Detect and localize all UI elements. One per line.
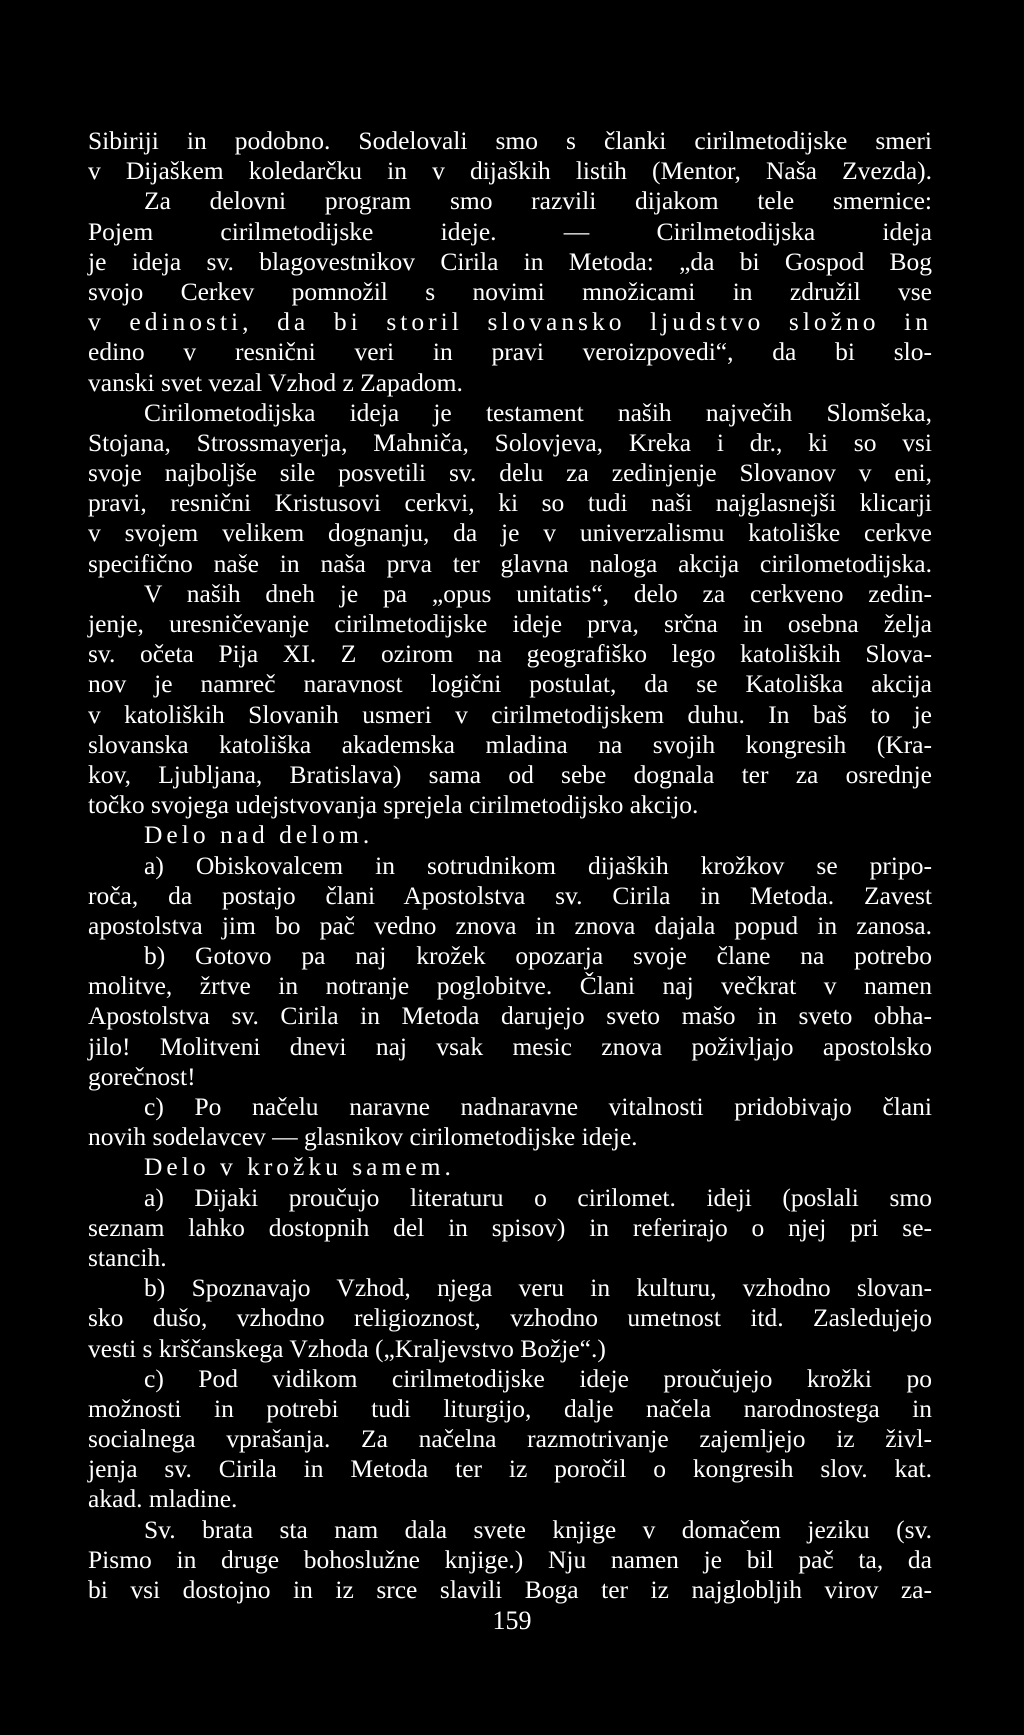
text-line: svoje najboljše sile posvetili sv. delu za zedinjenje Slovanov v eni, — [88, 458, 932, 488]
text-line: v svojem velikem dognanju, da je v univerzalismu katoliške cerkve — [88, 518, 932, 548]
text-line: seznam lahko dostopnih del in spisov) in referirajo o njej pri se- — [88, 1212, 932, 1242]
text-line: gorečnost! — [88, 1061, 196, 1091]
text-line: stancih. — [88, 1242, 167, 1272]
text-line: bi vsi dostojno in iz srce slavili Boga ter iz najglobljih virov za- — [88, 1575, 932, 1604]
page-number: 159 — [492, 1606, 532, 1635]
text-line: molitve, žrtve in notranje poglobitve. Člani naj večkrat v namen — [88, 971, 932, 1001]
text-line: vanski svet vezal Vzhod z Zapadom. — [88, 367, 463, 397]
text-line: Sv. brata sta nam dala svete knjige v domačem jeziku (sv. — [144, 1514, 932, 1544]
text-line: Pismo in druge bohoslužne knjige.) Nju namen je bil pač ta, da — [88, 1544, 932, 1574]
text-line: sko dušo, vzhodno religioznost, vzhodno umetnost itd. Zasledujejo — [88, 1303, 932, 1333]
document-body — [88, 126, 932, 1605]
text-line: slovanska katoliška akademska mladina na svojih kongresih (Kra- — [88, 729, 932, 759]
text-line: jilo! Molitveni dnevi naj vsak mesic znova poživljajo apostolsko — [88, 1031, 932, 1061]
text-line: v katoliških Slovanih usmeri v cirilmetodijskem duhu. In baš to je — [88, 699, 932, 729]
text-line: sv. očeta Pija XI. Z ozirom na geografiško lego katoliških Slova- — [88, 639, 932, 669]
text-line: Delo v krožku samem. — [144, 1152, 455, 1182]
text-line: Pojem cirilmetodijske ideje. — Cirilmetodijska ideja — [88, 216, 932, 246]
text-line: socialnega vprašanja. Za načelna razmotrivanje zajemljejo iz živl- — [88, 1424, 932, 1454]
text-line: vesti s krščanskega Vzhoda („Kraljevstvo Božje“.) — [88, 1333, 606, 1363]
text-line: nov je namreč naravnost logični postulat, da se Katoliška akcija — [88, 669, 932, 699]
text-line: Stojana, Strossmayerja, Mahniča, Solovjeva, Kreka i dr., ki so vsi — [88, 427, 932, 457]
text-line: V naših dneh je pa „opus unitatis“, delo za cerkveno zedin- — [144, 578, 932, 608]
text-line: pravi, resnični Kristusovi cerkvi, ki so tudi naši najglasnejši klicarji — [88, 488, 932, 518]
text-line: svojo Cerkev pomnožil s novimi množicami in združil vse — [88, 276, 932, 306]
text-line: edino v resnični veri in pravi veroizpovedi“, da bi slo- — [88, 337, 932, 367]
text-line: novih sodelavcev — glasnikov cirilometodijske ideje. — [88, 1122, 638, 1152]
text-line: roča, da postajo člani Apostolstva sv. Cirila in Metoda. Zavest — [88, 880, 932, 910]
text-line: Delo nad delom. — [144, 820, 374, 850]
text-line: b) Gotovo pa naj krožek opozarja svoje člane na potrebo — [144, 941, 932, 971]
text-line: apostolstva jim bo pač vedno znova in znova dajala popud in zanosa. — [88, 910, 932, 940]
text-line: akad. mladine. — [88, 1484, 238, 1514]
text-line: jenje, uresničevanje cirilmetodijske ideje prva, srčna in osebna želja — [88, 609, 932, 638]
text-line: a) Obiskovalcem in sotrudnikom dijaških krožkov se pripo- — [144, 850, 932, 880]
text-line: Sibiriji in podobno. Sodelovali smo s članki cirilmetodijske smeri — [88, 126, 932, 155]
text-line: a) Dijaki proučujo literaturu o cirilomet. ideji (poslali smo — [144, 1182, 932, 1212]
text-line: točko svojega udejstvovanja sprejela cirilmetodijsko akcijo. — [88, 790, 699, 820]
text-line: v Dijaškem koledarčku in v dijaških listih (Mentor, Naša Zvezda). — [88, 156, 932, 186]
text-line: Za delovni program smo razvili dijakom tele smernice: — [144, 186, 932, 216]
text-line: b) Spoznavajo Vzhod, njega veru in kulturu, vzhodno slovan- — [144, 1273, 932, 1303]
text-line: v edinosti, da bi storil slovansko ljudstvo složno in — [88, 307, 932, 337]
text-line: specifično naše in naša prva ter glavna naloga akcija cirilometodijska. — [88, 548, 932, 578]
text-line: kov, Ljubljana, Bratislava) sama od sebe dognala ter za osrednje — [88, 759, 932, 789]
text-line: Apostolstva sv. Cirila in Metoda darujejo sveto mašo in sveto obha- — [88, 1001, 932, 1031]
text-line: možnosti in potrebi tudi liturgijo, dalje načela narodnostega in — [88, 1393, 932, 1423]
text-line: c) Po načelu naravne nadnaravne vitalnosti pridobivajo člani — [144, 1092, 932, 1121]
text-line: jenja sv. Cirila in Metoda ter iz poročil o kongresih slov. kat. — [88, 1454, 932, 1484]
text-line: Cirilometodijska ideja je testament naših največih Slomšeka, — [144, 397, 932, 427]
text-line: c) Pod vidikom cirilmetodijske ideje proučujejo krožki po — [144, 1363, 932, 1393]
text-line: je ideja sv. blagovestnikov Cirila in Metoda: „da bi Gospod Bog — [88, 246, 932, 276]
